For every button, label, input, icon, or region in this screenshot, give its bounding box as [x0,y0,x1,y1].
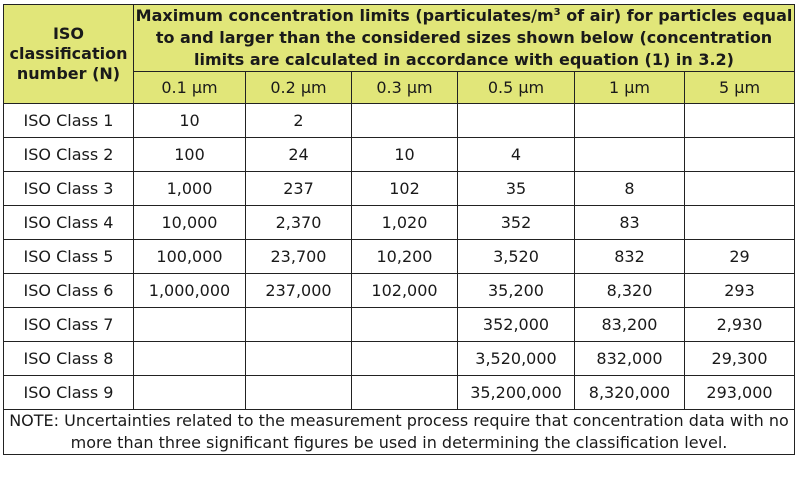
particle-size-header: 1 µm [575,72,685,104]
concentration-cell: 102 [352,172,458,206]
concentration-cell: 832,000 [575,342,685,376]
concentration-cell: 352 [458,206,575,240]
table-row [4,206,795,240]
iso-class-name: ISO Class 9 [4,376,134,410]
concentration-cell [134,308,246,342]
concentration-cell: 100 [134,138,246,172]
concentration-cell: 1,020 [352,206,458,240]
concentration-cell: 35,200 [458,274,575,308]
concentration-cell: 83 [575,206,685,240]
concentration-cell: 29 [685,240,795,274]
concentration-cell: 10 [352,138,458,172]
concentration-cell: 23,700 [246,240,352,274]
iso-class-name: ISO Class 6 [4,274,134,308]
particle-size-header: 0.5 µm [458,72,575,104]
concentration-cell: 293,000 [685,376,795,410]
concentration-cell: 4 [458,138,575,172]
concentration-cell [685,104,795,138]
concentration-cell [458,104,575,138]
table-row [4,342,795,376]
concentration-cell: 102,000 [352,274,458,308]
iso-class-name: ISO Class 8 [4,342,134,376]
concentration-cell [685,206,795,240]
concentration-cell: 832 [575,240,685,274]
concentration-cell [246,342,352,376]
concentration-cell [352,104,458,138]
concentration-cell: 10,000 [134,206,246,240]
concentration-cell: 2 [246,104,352,138]
concentration-cell: 352,000 [458,308,575,342]
iso-classification-table [3,4,795,455]
iso-class-name: ISO Class 2 [4,138,134,172]
concentration-cell: 1,000 [134,172,246,206]
table-row [4,172,795,206]
concentration-cell [246,376,352,410]
concentration-cell: 8 [575,172,685,206]
concentration-cell: 237,000 [246,274,352,308]
concentration-cell: 24 [246,138,352,172]
concentration-cell [352,342,458,376]
concentration-cell [352,308,458,342]
table-row [4,274,795,308]
cubic-superscript: 3 [553,7,561,18]
iso-class-name: ISO Class 3 [4,172,134,206]
particle-size-header: 0.2 µm [246,72,352,104]
table-row [4,376,795,410]
particle-size-header: 5 µm [685,72,795,104]
concentration-cell [134,342,246,376]
concentration-cell [685,138,795,172]
iso-class-name: ISO Class 4 [4,206,134,240]
concentration-cell [352,376,458,410]
concentration-cell: 35 [458,172,575,206]
max-concentration-header-text: Maximum concentration limits (particulates/m [135,6,554,25]
concentration-cell: 1,000,000 [134,274,246,308]
table-row [4,104,795,138]
concentration-cell [575,138,685,172]
concentration-cell: 237 [246,172,352,206]
concentration-cell [246,308,352,342]
iso-number-header: ISO classification number (N) [4,5,134,104]
concentration-cell: 3,520 [458,240,575,274]
table-body [4,104,795,410]
iso-class-name: ISO Class 1 [4,104,134,138]
concentration-cell: 83,200 [575,308,685,342]
concentration-cell: 8,320,000 [575,376,685,410]
concentration-cell: 2,930 [685,308,795,342]
concentration-cell: 35,200,000 [458,376,575,410]
concentration-cell: 3,520,000 [458,342,575,376]
concentration-cell: 100,000 [134,240,246,274]
max-concentration-header-text-2: of air) for particles equal to and larger than the considered sizes shown below (concentration limits are calculated in accordance with equation (1) in 3.2) [155,6,793,69]
concentration-cell: 10 [134,104,246,138]
concentration-cell: 10,200 [352,240,458,274]
table-row [4,138,795,172]
particle-size-header: 0.1 µm [134,72,246,104]
concentration-cell [575,104,685,138]
particle-size-header: 0.3 µm [352,72,458,104]
concentration-cell: 29,300 [685,342,795,376]
concentration-cell: 2,370 [246,206,352,240]
table-row [4,308,795,342]
concentration-cell [685,172,795,206]
concentration-cell: 293 [685,274,795,308]
table-row [4,240,795,274]
iso-class-name: ISO Class 7 [4,308,134,342]
iso-class-name: ISO Class 5 [4,240,134,274]
note-text: NOTE: Uncertainties related to the measurement process require that concentration data with no more than three significant figures be used in determining the classification level. [4,410,795,455]
concentration-cell: 8,320 [575,274,685,308]
concentration-cell [134,376,246,410]
max-concentration-header [134,5,795,72]
